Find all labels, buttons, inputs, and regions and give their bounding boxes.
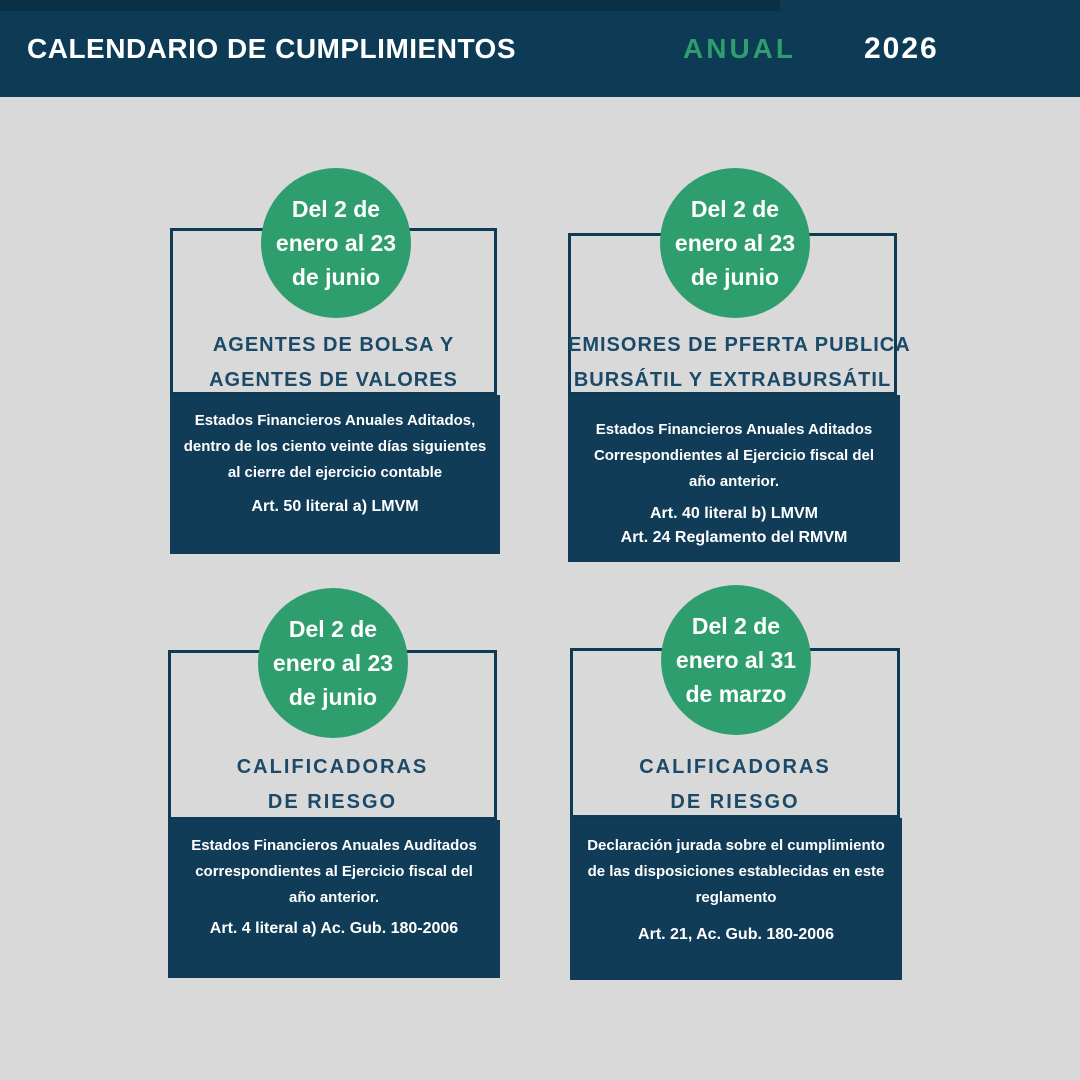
deadline-badge [661,585,811,735]
badge-line: de junio [291,264,381,290]
card-title-line: DE RIESGO [267,791,398,813]
reference-line: Art. 50 literal a) LMVM [251,498,419,515]
card-description [168,833,500,911]
badge-line: Del 2 de [288,616,378,642]
card-calificadoras-riesgo-estados [168,616,500,978]
description-line: reglamento [695,889,777,906]
badge-line: enero al 23 [674,230,796,256]
description-line: año anterior. [288,889,380,906]
deadline-badge [261,168,411,318]
card-description [170,408,500,486]
description-line: Estados Financieros Anuales Aditados, [194,412,476,429]
description-line: correspondientes al Ejercicio fiscal del [195,863,473,880]
card-footer-panel [168,820,500,978]
card-legal-reference [568,502,900,550]
card-emisores-oferta-publica [568,196,911,562]
badge-line: Del 2 de [690,196,780,222]
page-title: CALENDARIO DE CUMPLIMIENTOS [27,32,516,64]
description-line: Estados Financieros Anuales Auditados [191,837,477,854]
description-line: Declaración jurada sobre el cumplimiento [587,837,885,854]
period-label: ANUAL [683,32,796,64]
description-line: al cierre del ejercicio contable [227,464,443,481]
card-legal-reference [168,917,500,941]
card-footer-panel [570,818,902,980]
card-title-line: AGENTES DE VALORES [209,369,458,391]
reference-line: Art. 21, Ac. Gub. 180-2006 [638,926,834,943]
badge-line: enero al 23 [275,230,397,256]
description-line: dentro de los ciento veinte días siguientes [183,438,487,455]
card-title [168,750,497,820]
badge-line: Del 2 de [291,196,381,222]
card-title [570,750,900,820]
reference-line: Art. 40 literal b) LMVM [649,505,819,522]
deadline-badge [660,168,810,318]
badge-line: de marzo [685,681,787,707]
card-calificadoras-riesgo-declaracion [570,613,902,980]
card-title-line: CALIFICADORAS [236,756,429,778]
card-title [568,328,911,398]
reference-line: Art. 24 Reglamento del RMVM [620,529,848,546]
card-footer-panel [170,395,500,554]
description-line: Estados Financieros Anuales Aditados [595,421,873,438]
description-line: Correspondientes al Ejercicio fiscal del [593,447,875,464]
description-line: de las disposiciones establecidas en este [587,863,885,880]
card-title-line: CALIFICADORAS [639,756,831,778]
badge-line: de junio [690,264,780,290]
year-label: 2026 [864,31,939,65]
description-line: año anterior. [688,473,780,490]
card-legal-reference [570,923,902,947]
card-description [570,833,902,911]
header-bar [0,0,1080,97]
card-footer-panel [568,395,900,562]
badge-line: enero al 23 [272,650,394,676]
card-legal-reference [170,495,500,519]
badge-line: enero al 31 [675,647,797,673]
reference-line: Art. 4 literal a) Ac. Gub. 180-2006 [209,920,459,937]
deadline-badge [258,588,408,738]
card-description [568,417,900,495]
card-title-line: BURSÁTIL Y EXTRABURSÁTIL [573,369,892,391]
badge-line: de junio [288,684,378,710]
card-agentes-de-bolsa [170,196,500,554]
badge-line: Del 2 de [691,613,781,639]
card-title [170,328,497,398]
card-title-line: AGENTES DE BOLSA Y [212,334,455,356]
card-title-line: DE RIESGO [670,791,800,813]
card-title-line: EMISORES DE PFERTA PUBLICA [568,334,911,356]
